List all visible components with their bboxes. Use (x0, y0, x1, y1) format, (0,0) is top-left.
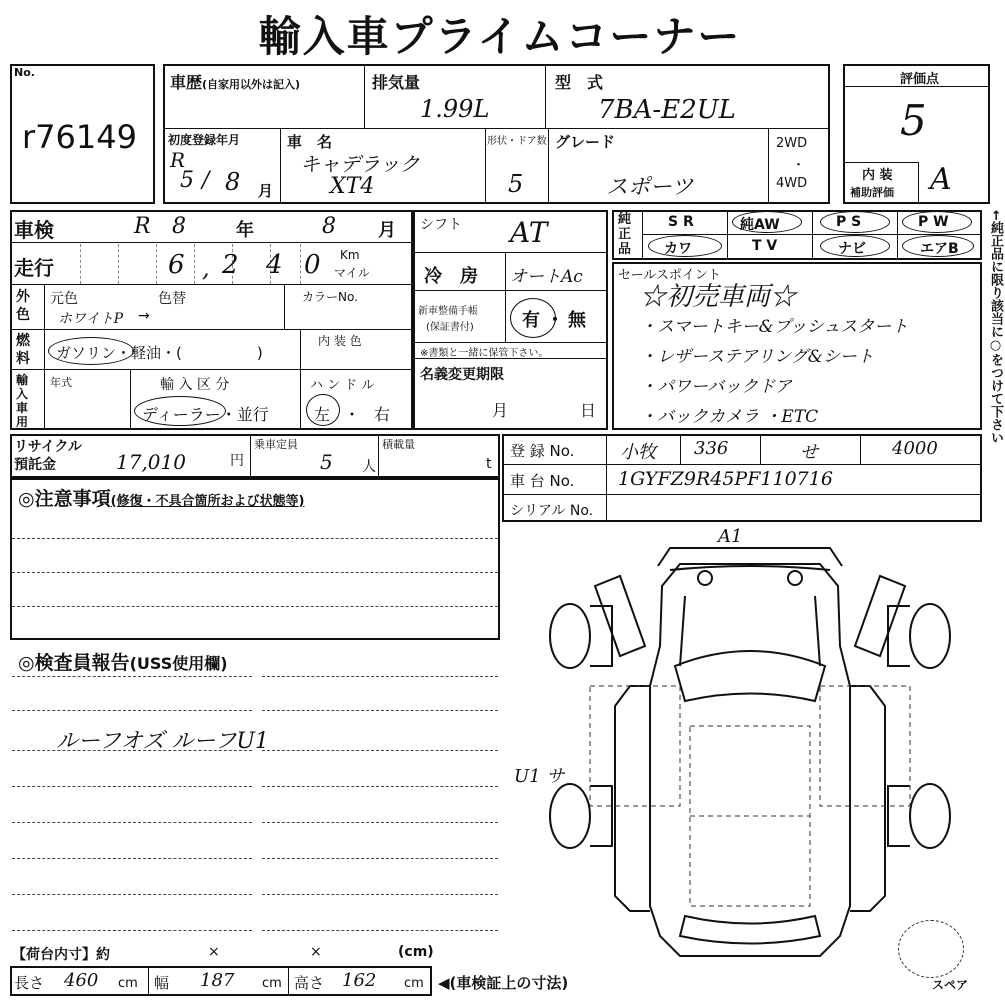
shaken-era: R (134, 214, 151, 239)
mileage-digit: , (202, 254, 210, 282)
recycle-label: リサイクル (14, 439, 83, 455)
grade-label: グレード (555, 133, 616, 151)
service-book-yes: 有 (522, 310, 540, 331)
spare-tire-outline (898, 920, 964, 978)
name-change-day: 日 (580, 401, 597, 420)
cargo-label: 【荷台内寸】約 (12, 947, 110, 963)
exterior-value: ホワイトP (58, 311, 123, 327)
model-label: 型 式 (555, 73, 604, 92)
import-label: 輸入車用 (16, 373, 29, 429)
genuine-label: 純正品 (618, 212, 632, 257)
first-reg-year: 5 (180, 168, 194, 193)
aircon-label: 冷 房 (424, 266, 478, 287)
dealer-circle (134, 396, 226, 426)
original-color-label: 元色 (50, 291, 78, 307)
load-label: 積載量 (382, 438, 415, 451)
caution-title: ◎注意事項(修復・不具合箇所および状態等) (18, 488, 305, 510)
cargo-unit: (cm) (398, 944, 434, 960)
recycle-label2: 預託金 (14, 457, 56, 473)
month-unit: 月 (378, 220, 396, 241)
reg-number: 4000 (892, 438, 938, 459)
length-value: 460 (64, 970, 99, 991)
sales-line-3: ・レザーステアリング&シート (640, 347, 874, 367)
displacement-value: 1.99L (420, 95, 490, 123)
length-label: 長さ (14, 974, 45, 992)
height-value: 162 (342, 970, 377, 991)
color-no-label: カラーNo. (302, 290, 358, 304)
reg-area: 小牧 (620, 442, 656, 463)
sales-line-4: ・パワーバックドア (640, 377, 792, 397)
first-reg-label: 初度登録年月 (168, 133, 241, 147)
shaken-label: 車検 (14, 218, 54, 242)
shaken-year: 8 (172, 214, 186, 239)
record-number: r76149 (22, 118, 137, 156)
sales-line-1: ☆初売車両☆ (640, 282, 797, 312)
equip-navi: ナビ (838, 241, 866, 257)
fuel-label: 燃料 (16, 333, 30, 367)
equip-pw-circle (902, 211, 972, 233)
color-arrow: → (138, 308, 150, 324)
chassis-value: 1GYFZ9R45PF110716 (618, 468, 833, 490)
equip-sr: S R (668, 214, 694, 230)
equip-leather: カワ (664, 241, 692, 257)
diagram-top-mark: A1 (718, 526, 743, 547)
inspector-title: ◎検査員報告(USS使用欄) (18, 652, 228, 674)
width-cm: cm (262, 976, 282, 991)
length-cm: cm (118, 976, 138, 991)
sales-line-2: ・スマートキー&プッシュスタート (640, 317, 909, 337)
first-reg-era: R (170, 148, 186, 172)
chassis-label: 車 台 No. (510, 472, 575, 490)
cargo-x2: × (310, 944, 322, 960)
exterior-label: 外色 (16, 289, 30, 323)
history-label: 車歴(自家用以外は記入) (170, 73, 301, 92)
sales-line-5: ・バックカメラ ・ETC (640, 407, 819, 427)
first-reg-slash: / (202, 168, 210, 193)
shape-doors-label: 形状・ドア数 (487, 136, 547, 147)
recycle-unit: 円 (230, 453, 244, 469)
interior-color-label: 内 装 色 (318, 334, 362, 348)
shape-doors-value: 5 (508, 170, 524, 198)
cargo-x1: × (208, 944, 220, 960)
equip-airbag-circle (902, 235, 974, 257)
interior-value: A (930, 162, 952, 197)
equip-navi-circle (820, 235, 890, 257)
mileage-digit: 2 (222, 250, 239, 280)
height-label: 高さ (294, 974, 325, 992)
sales-points-label: セールスポイント (618, 268, 721, 283)
capacity-label: 乗車定員 (254, 438, 298, 451)
equip-ps-circle (820, 211, 890, 233)
first-reg-month: 8 (225, 168, 241, 196)
mileage-digit: 0 (304, 250, 321, 280)
recycle-value: 17,010 (116, 450, 186, 474)
service-book-sub: (保証書付) (426, 322, 474, 333)
fuel-options: ガソリン・軽油・( ) (56, 344, 263, 362)
first-reg-month-unit: 月 (258, 182, 274, 200)
service-book-yes-circle (510, 298, 556, 338)
equip-tv: T V (752, 238, 778, 254)
carname-label: 車 名 (287, 133, 333, 151)
page-title: 輸入車プライムコーナー (258, 12, 742, 61)
car-diagram (520, 526, 980, 976)
reg-label: 登 録 No. (510, 442, 575, 460)
mile-unit: マイル (334, 266, 370, 280)
import-year-label: 年式 (50, 376, 72, 389)
fuel-gasoline-circle (48, 337, 134, 365)
height-cm: cm (404, 976, 424, 991)
mileage-digit: 4 (266, 250, 283, 280)
carname-make: キャデラック (300, 152, 420, 176)
capacity-unit: 人 (362, 459, 376, 475)
shaken-dims-label: ◀(車検証上の寸法) (438, 974, 569, 992)
service-book-note: ※書類と一緒に保管下さい。 (420, 348, 549, 359)
equip-ps: P S (836, 214, 862, 230)
reg-kana: せ (800, 442, 818, 463)
shift-value: AT (510, 216, 548, 249)
drive-4wd: 4WD (776, 176, 808, 191)
repaint-label: 色替 (158, 291, 186, 307)
width-value: 187 (200, 970, 235, 991)
capacity-value: 5 (320, 450, 333, 474)
import-class-label: 輸 入 区 分 (160, 377, 230, 393)
aircon-value: オートAc (510, 267, 583, 287)
serial-label: シリアル No. (510, 503, 594, 519)
load-unit: t (486, 456, 492, 472)
year-unit: 年 (236, 220, 254, 241)
score-value: 5 (900, 96, 927, 145)
import-class-value: ディーラー・並行 (142, 405, 269, 424)
left-handle-circle (306, 394, 340, 426)
drive-dot: ・ (792, 158, 806, 173)
diagram-left-mark: U1 サ (514, 766, 565, 787)
grade-value: スポーツ (606, 175, 694, 200)
reg-class: 336 (694, 438, 729, 459)
service-book-dot: ・ (546, 310, 564, 331)
spare-label: スペア (932, 978, 969, 992)
service-book-no: 無 (568, 310, 586, 331)
equip-pw: P W (918, 214, 949, 230)
inspector-text: ルーフオズ ルーフU1 (56, 729, 269, 754)
displacement-label: 排気量 (372, 73, 421, 92)
interior-label: 内 装 (862, 168, 893, 183)
drive-2wd: 2WD (776, 136, 808, 151)
equip-aw: 純AW (740, 217, 780, 233)
no-label: No. (14, 66, 35, 79)
carname-model: XT4 (330, 174, 375, 199)
mileage-digit: 6 (168, 250, 185, 280)
equip-leather-circle (648, 235, 722, 257)
handle-label: ハ ン ド ル (310, 378, 375, 393)
shaken-month: 8 (322, 214, 336, 239)
name-change-label: 名義変更期限 (420, 367, 504, 383)
equip-airbag: エアB (920, 241, 959, 257)
mileage-label: 走行 (14, 256, 54, 280)
shift-label: シフト (420, 217, 462, 233)
km-unit: Km (340, 248, 360, 262)
name-change-month: 月 (492, 401, 509, 420)
side-note: ←純正品に限り該当に○をつけて下さい (988, 210, 1003, 444)
score-label: 評価点 (900, 72, 940, 87)
width-label: 幅 (154, 974, 170, 992)
interior-sub: 補助評価 (850, 186, 894, 199)
equip-aw-circle (732, 211, 802, 233)
arrow-left-icon: ◀ (438, 974, 450, 992)
handle-value: 左・右 (314, 405, 405, 424)
model-value: 7BA-E2UL (598, 95, 736, 125)
service-book-label: 新車整備手帳 (418, 306, 478, 317)
